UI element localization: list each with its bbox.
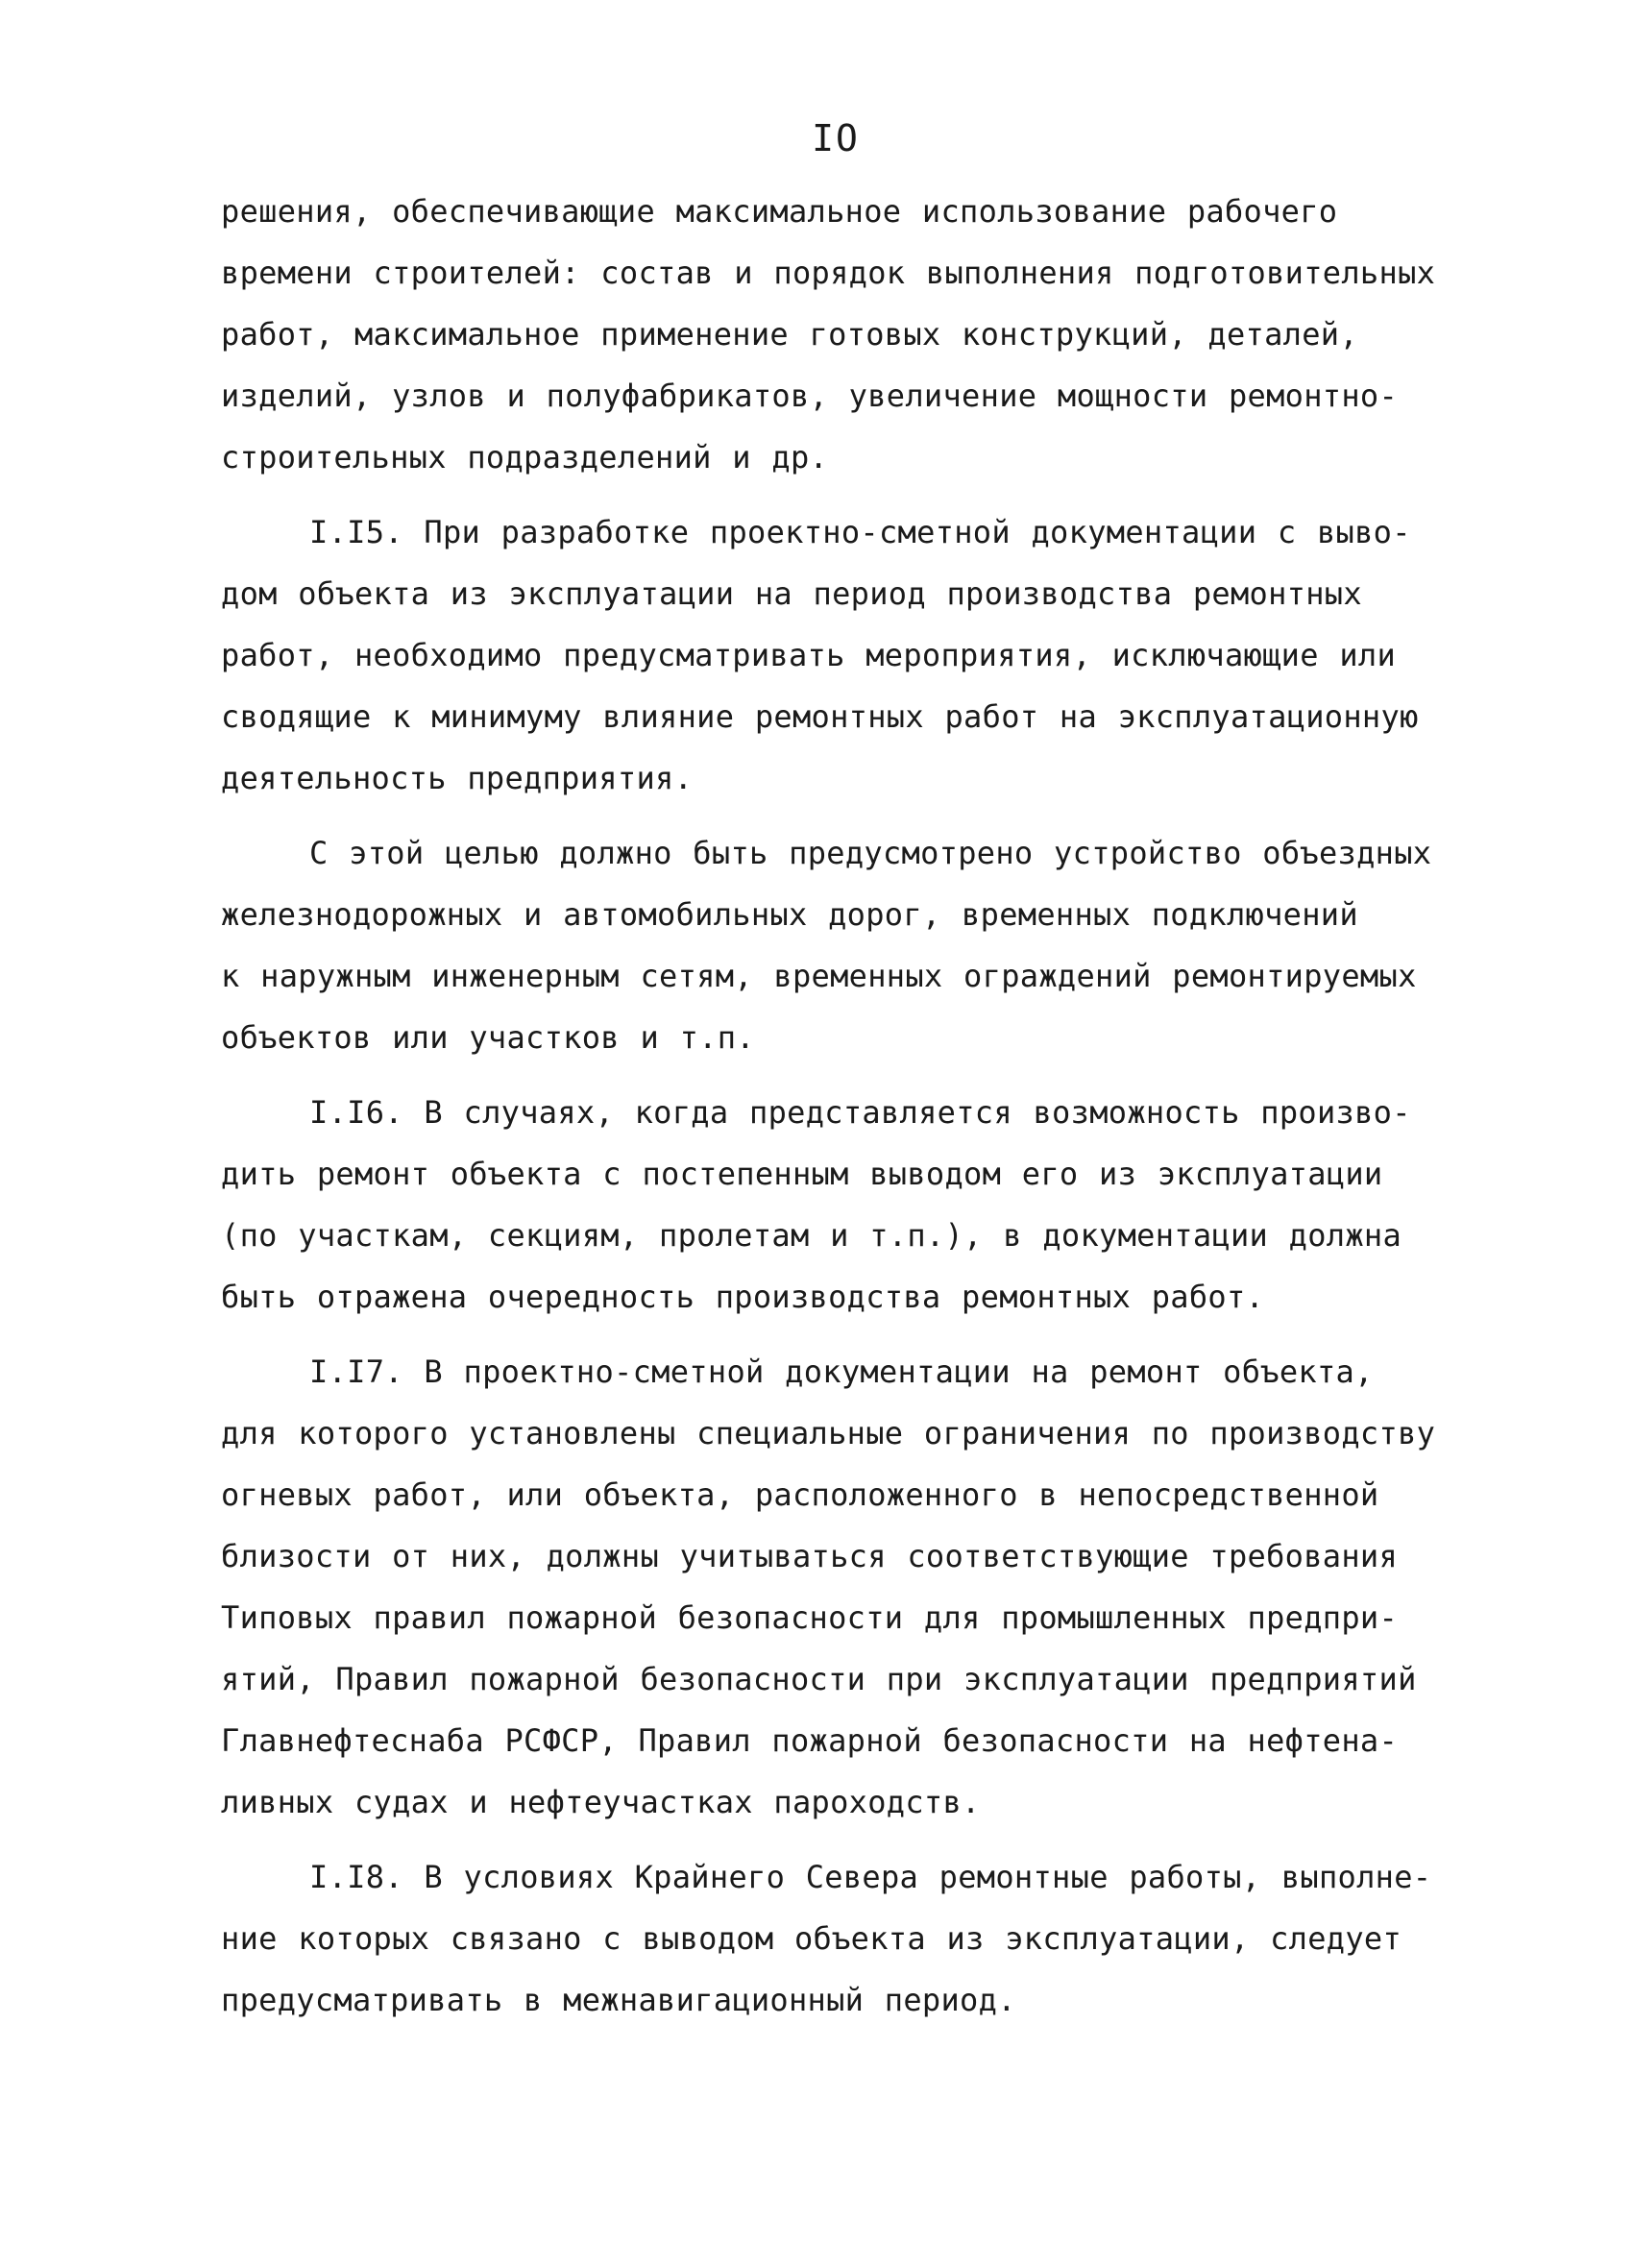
text-line: огневых работ, или объекта, расположенного в непосредственной [221,1476,1379,1513]
text-line: работ, необходимо предусматривать мероприятия, исключающие или [221,637,1397,673]
text-line: (по участкам, секциям, пролетам и т.п.), в документации должна [221,1217,1402,1254]
text-line: I.I6. В случаях, когда представляется возможность произво- [309,1094,1411,1131]
text-line: С этой целью должно быть предусмотрено устройство объездных [309,835,1432,871]
text-line: времени строителей: состав и порядок выполнения подготовительных [221,255,1436,291]
page-number: IO [812,117,860,159]
paragraph-1-18 [221,1846,1432,2031]
paragraph-1-15 [221,501,1422,809]
text-line: I.I8. В условиях Крайнего Севера ремонтные работы, выполне- [309,1859,1432,1895]
text-line: для которого установлены специальные ограничения по производству [221,1415,1436,1451]
text-line: работ, максимальное применение готовых конструкций, деталей, [221,316,1358,353]
text-line: объектов или участков и т.п. [221,1019,755,1056]
paragraph-continuation [221,181,1436,488]
paragraph-1-17 [221,1341,1436,1833]
text-line: железнодорожных и автомобильных дорог, временных подключений [221,896,1358,933]
text-line: ятий, Правил пожарной безопасности при эксплуатации предприятий [221,1661,1417,1697]
text-line: строительных подразделений и др. [221,439,829,476]
text-line: ние которых связано с выводом объекта из эксплуатации, следует [221,1920,1402,1957]
text-line: решения, обеспечивающие максимальное использование рабочего [221,193,1338,230]
text-line: предусматривать в межнавигационный период. [221,1982,1016,2018]
paragraph-purpose [221,822,1432,1068]
text-line: изделий, узлов и полуфабрикатов, увеличение мощности ремонтно- [221,378,1399,414]
paragraph-1-16 [221,1082,1422,1328]
text-line: Главнефтеснаба РСФСР, Правил пожарной безопасности на нефтена- [221,1722,1399,1759]
text-line: к наружным инженерным сетям, временных ограждений ремонтируемых [221,958,1417,994]
document-body [221,181,1436,2044]
text-line: дить ремонт объекта с постепенным выводом его из эксплуатации [221,1156,1383,1192]
text-line: близости от них, должны учитываться соответствующие требования [221,1538,1399,1574]
text-line: Типовых правил пожарной безопасности для промышленных предпри- [221,1599,1399,1636]
text-line: дом объекта из эксплуатации на период производства ремонтных [221,575,1362,612]
text-line: сводящие к минимуму влияние ремонтных работ на эксплуатационную [221,698,1419,735]
text-line: ливных судах и нефтеучастках пароходств. [221,1784,981,1820]
text-line: деятельность предприятия. [221,760,694,796]
text-line: I.I7. В проектно-сметной документации на ремонт объекта, [309,1353,1374,1390]
text-line: быть отражена очередность производства ремонтных работ. [221,1279,1265,1315]
text-line: I.I5. При разработке проектно-сметной документации с выво- [309,514,1411,550]
